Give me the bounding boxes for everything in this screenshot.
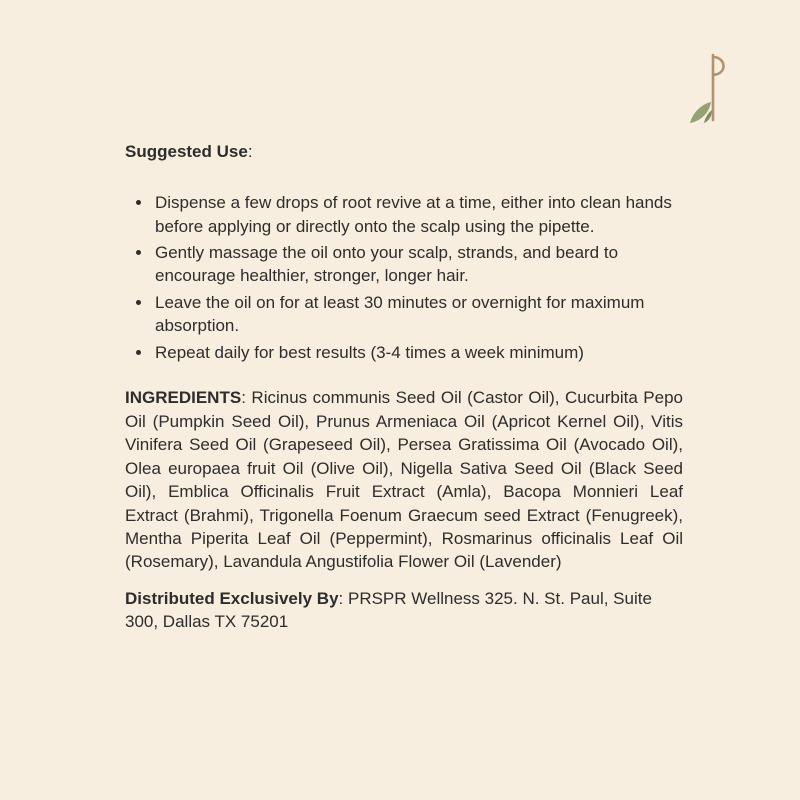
ingredients-paragraph [125,386,683,574]
distributor-label: Distributed Exclusively By [125,588,339,608]
suggested-use-item: • Leave the oil on for at least 30 minutes or overnight for maximum absorption. [153,291,683,338]
suggested-use-heading [125,140,683,163]
label-content [125,140,683,634]
brand-leaf-monogram-icon [680,50,738,128]
distributor-text: : PRSPR Wellness 325. N. St. Paul, Suite 300, Dallas TX 75201 [125,588,652,632]
suggested-use-heading-colon: : [247,142,253,161]
suggested-use-item: • Repeat daily for best results (3-4 times a week minimum) [153,341,683,364]
suggested-use-list [125,191,683,364]
ingredients-text: : Ricinus communis Seed Oil (Castor Oil), Cucurbita Pepo Oil (Pumpkin Seed Oil), Prunus Armeniaca Oil (Apricot Kernel Oil), Vitis Vinifera Seed Oil (Grapeseed Oil), Persea Gratissima Oil (Avocado Oil), Olea europaea fruit Oil (Olive Oil), Nigella Sativa Seed Oil (Black Seed Oil), Emblica Officinalis Fruit Extract (Amla), Bacopa Monnieri Leaf Extract (Brahmi), Trigonella Foenum Graecum seed Extract (Fenugreek), Mentha Piperita Leaf Oil (Peppermint), Rosmarinus officinalis Leaf Oil (Rosemary), Lavandula Angustifolia Flower Oil (Lavender) [125,388,683,572]
suggested-use-item: • Gently massage the oil onto your scalp, strands, and beard to encourage healthier, stronger, longer hair. [153,241,683,288]
distributor-paragraph [125,587,683,634]
suggested-use-item: • Dispense a few drops of root revive at a time, either into clean hands before applying or directly onto the scalp using the pipette. [153,191,683,238]
suggested-use-heading-text: Suggested Use [125,142,248,161]
ingredients-label: INGREDIENTS [125,388,242,408]
